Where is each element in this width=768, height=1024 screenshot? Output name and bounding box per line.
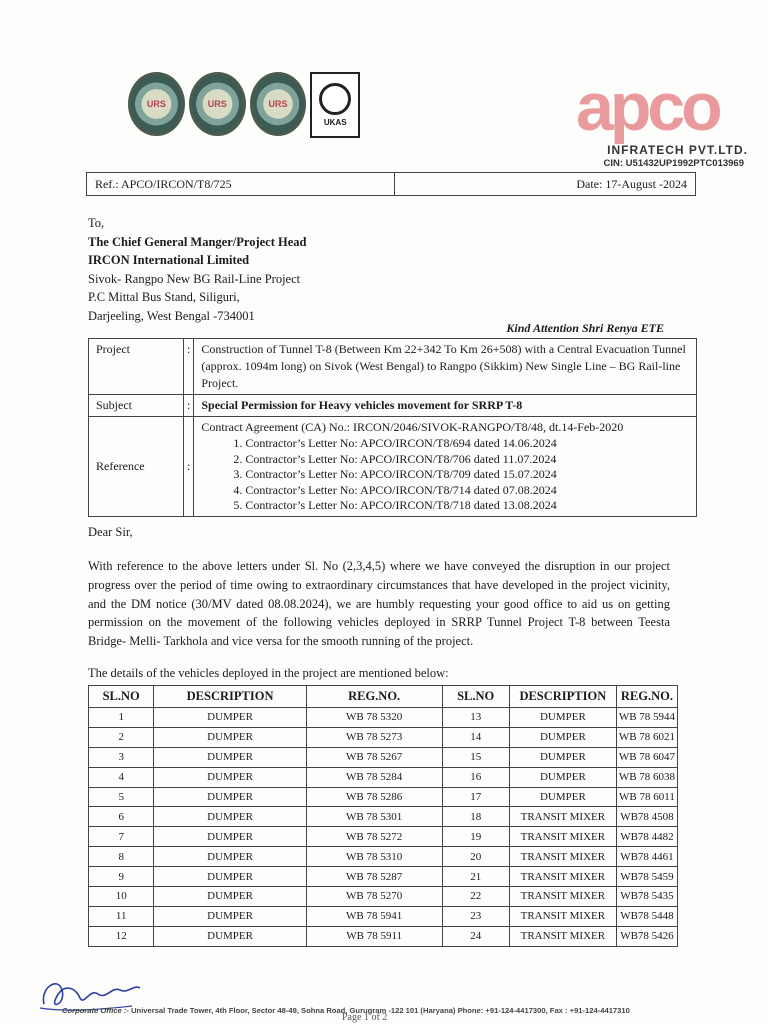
sl-no-cell: 24 [442, 926, 509, 946]
sl-no-cell: 8 [89, 847, 154, 867]
sl-no-cell: 12 [89, 926, 154, 946]
reg-no-cell: WB 78 5941 [306, 906, 442, 926]
table-row [89, 747, 678, 767]
description-cell: DUMPER [509, 747, 616, 767]
description-cell: DUMPER [154, 847, 306, 867]
column-header: DESCRIPTION [509, 686, 616, 708]
reg-no-cell: WB 78 5270 [306, 887, 442, 907]
reg-no-cell: WB 78 5310 [306, 847, 442, 867]
table-row [89, 906, 678, 926]
contract-agreement-line: Contract Agreement (CA) No.: IRCON/2046/SIVOK-RANGPO/T8/48, dt.14-Feb-2020 [201, 420, 624, 434]
reg-no-cell: WB 78 5301 [306, 807, 442, 827]
project-row [89, 339, 697, 395]
sl-no-cell: 19 [442, 827, 509, 847]
address-to: To, [88, 216, 105, 230]
apco-logo: apco [576, 69, 719, 145]
description-cell: DUMPER [154, 727, 306, 747]
certification-logos [128, 72, 360, 138]
kind-attention: Kind Attention Shri Renya ETE [506, 321, 664, 335]
description-cell: TRANSIT MIXER [509, 807, 616, 827]
sl-no-cell: 11 [89, 906, 154, 926]
sl-no-cell: 10 [89, 887, 154, 907]
reg-no-cell: WB 78 6047 [616, 747, 677, 767]
reg-no-cell: WB78 5459 [616, 867, 677, 887]
urs-seal-logo: URS [250, 72, 307, 136]
subject-row [89, 395, 697, 417]
description-cell: DUMPER [154, 708, 306, 728]
recipient-address [88, 214, 306, 326]
reference-letter: 4. Contractor’s Letter No: APCO/IRCON/T8/714 dated 07.08.2024 [245, 483, 689, 499]
project-label: Project [89, 339, 184, 395]
sl-no-cell: 13 [442, 708, 509, 728]
colon: : [184, 339, 194, 395]
table-row [89, 787, 678, 807]
address-project: Sivok- Rangpo New BG Rail-Line Project [88, 271, 301, 286]
colon: : [184, 395, 194, 417]
sl-no-cell: 14 [442, 727, 509, 747]
sl-no-cell: 18 [442, 807, 509, 827]
description-cell: DUMPER [509, 708, 616, 728]
column-header: DESCRIPTION [154, 686, 306, 708]
sl-no-cell: 2 [89, 727, 154, 747]
sl-no-cell: 7 [89, 827, 154, 847]
description-cell: DUMPER [509, 727, 616, 747]
reg-no-cell: WB 78 5944 [616, 708, 677, 728]
ukas-logo: UKAS [310, 72, 360, 138]
sl-no-cell: 21 [442, 867, 509, 887]
reg-no-cell: WB 78 6021 [616, 727, 677, 747]
letter-body: With reference to the above letters under Sl. No (2,3,4,5) where we have conveyed the disruption in our project progress over the period of time owing to extraordinary circumstances that have developed in the project vicinity, and the DM notice (30/MV dated 08.08.2024), we are humbly requesting your good office to aid us on getting permission on the movement of the following vehicles deployed in SRRP Tunnel Project T-8 between Teesta Bridge- Melli- Tarkhola and vice versa for the smooth running of the project. [88, 559, 670, 649]
sl-no-cell: 16 [442, 767, 509, 787]
reg-no-cell: WB 78 5287 [306, 867, 442, 887]
page-number: Page 1 of 2 [342, 1012, 388, 1023]
description-cell: TRANSIT MIXER [509, 867, 616, 887]
reference-bar [86, 172, 696, 196]
reg-no-cell: WB78 4482 [616, 827, 677, 847]
reg-no-cell: WB78 5426 [616, 926, 677, 946]
subject-label: Subject [89, 395, 184, 417]
table-row [89, 847, 678, 867]
salutation: Dear Sir, [88, 525, 133, 539]
table-row [89, 767, 678, 787]
reference-letter-list [201, 436, 689, 514]
reg-no-cell: WB 78 5273 [306, 727, 442, 747]
reg-no-cell: WB 78 5284 [306, 767, 442, 787]
reference-letter: 1. Contractor’s Letter No: APCO/IRCON/T8/694 dated 14.06.2024 [245, 436, 689, 452]
description-cell: TRANSIT MIXER [509, 906, 616, 926]
table-row [89, 727, 678, 747]
description-cell: TRANSIT MIXER [509, 926, 616, 946]
description-cell: DUMPER [154, 767, 306, 787]
sl-no-cell: 9 [89, 867, 154, 887]
reference-number: Ref.: APCO/IRCON/T8/725 [87, 173, 395, 195]
reg-no-cell: WB 78 5320 [306, 708, 442, 728]
urs-seal-logo: URS [189, 72, 246, 136]
sl-no-cell: 17 [442, 787, 509, 807]
subject-value: Special Permission for Heavy vehicles movement for SRRP T-8 [194, 395, 697, 417]
reg-no-cell: WB 78 6011 [616, 787, 677, 807]
sl-no-cell: 5 [89, 787, 154, 807]
reference-row [89, 417, 697, 517]
sl-no-cell: 20 [442, 847, 509, 867]
table-row [89, 926, 678, 946]
footer-label: Corporate Office :- [62, 1006, 129, 1015]
sl-no-cell: 23 [442, 906, 509, 926]
colon: : [184, 417, 194, 517]
reference-letter: 3. Contractor’s Letter No: APCO/IRCON/T8/709 dated 15.07.2024 [245, 467, 689, 483]
table-row [89, 887, 678, 907]
vehicle-table [88, 685, 678, 947]
address-city: Darjeeling, West Bengal -734001 [88, 308, 255, 323]
cin-number: CIN: U51432UP1992PTC013969 [603, 158, 744, 169]
table-row [89, 827, 678, 847]
reg-no-cell: WB 78 5911 [306, 926, 442, 946]
description-cell: DUMPER [154, 747, 306, 767]
table-row [89, 867, 678, 887]
reference-letter: 5. Contractor’s Letter No: APCO/IRCON/T8/718 dated 13.08.2024 [245, 498, 689, 514]
column-header: SL.NO [442, 686, 509, 708]
description-cell: DUMPER [509, 787, 616, 807]
project-value: Construction of Tunnel T-8 (Between Km 22+342 To Km 26+508) with a Central Evacuation Tunnel (approx. 1094m long) on Sivok (West Bengal) to Rangpo (Sikkim) New Single Line – BG Rail-line Project. [194, 339, 697, 395]
urs-seal-logo: URS [128, 72, 185, 136]
description-cell: TRANSIT MIXER [509, 887, 616, 907]
column-header: REG.NO. [306, 686, 442, 708]
description-cell: TRANSIT MIXER [509, 847, 616, 867]
address-street: P.C Mittal Bus Stand, Siliguri, [88, 290, 240, 305]
description-cell: TRANSIT MIXER [509, 827, 616, 847]
description-cell: DUMPER [154, 827, 306, 847]
reg-no-cell: WB78 4461 [616, 847, 677, 867]
footer-address: Universal Trade Tower, 4th Floor, Sector 48-49, Sohna Road, Gurugram -122 101 (Haryana) Phone: +91-124-4417300, Fax : +91-124-4417310 [131, 1006, 630, 1015]
reg-no-cell: WB78 4508 [616, 807, 677, 827]
reg-no-cell: WB 78 6038 [616, 767, 677, 787]
sl-no-cell: 22 [442, 887, 509, 907]
company-name: INFRATECH PVT.LTD. [607, 143, 748, 157]
reg-no-cell: WB 78 5267 [306, 747, 442, 767]
address-organization: IRCON International Limited [88, 253, 250, 268]
vehicle-table-header [89, 686, 678, 708]
reg-no-cell: WB 78 5272 [306, 827, 442, 847]
reference-value [194, 417, 697, 517]
reference-label: Reference [89, 417, 184, 517]
description-cell: DUMPER [154, 807, 306, 827]
reference-letter: 2. Contractor’s Letter No: APCO/IRCON/T8/706 dated 11.07.2024 [245, 452, 689, 468]
description-cell: DUMPER [509, 767, 616, 787]
letter-date: Date: 17-August -2024 [576, 177, 687, 191]
vehicle-table-body [89, 708, 678, 947]
sl-no-cell: 3 [89, 747, 154, 767]
table-row [89, 708, 678, 728]
reg-no-cell: WB78 5448 [616, 906, 677, 926]
reg-no-cell: WB78 5435 [616, 887, 677, 907]
table-row [89, 807, 678, 827]
reg-no-cell: WB 78 5286 [306, 787, 442, 807]
sl-no-cell: 15 [442, 747, 509, 767]
crown-icon [319, 83, 351, 115]
description-cell: DUMPER [154, 906, 306, 926]
description-cell: DUMPER [154, 787, 306, 807]
description-cell: DUMPER [154, 867, 306, 887]
letter-info-table [88, 338, 697, 517]
address-recipient-title: The Chief General Manger/Project Head [88, 234, 307, 249]
description-cell: DUMPER [154, 887, 306, 907]
sl-no-cell: 6 [89, 807, 154, 827]
details-intro: The details of the vehicles deployed in the project are mentioned below: [88, 666, 449, 680]
column-header: SL.NO [89, 686, 154, 708]
sl-no-cell: 4 [89, 767, 154, 787]
description-cell: DUMPER [154, 926, 306, 946]
sl-no-cell: 1 [89, 708, 154, 728]
column-header: REG.NO. [616, 686, 677, 708]
